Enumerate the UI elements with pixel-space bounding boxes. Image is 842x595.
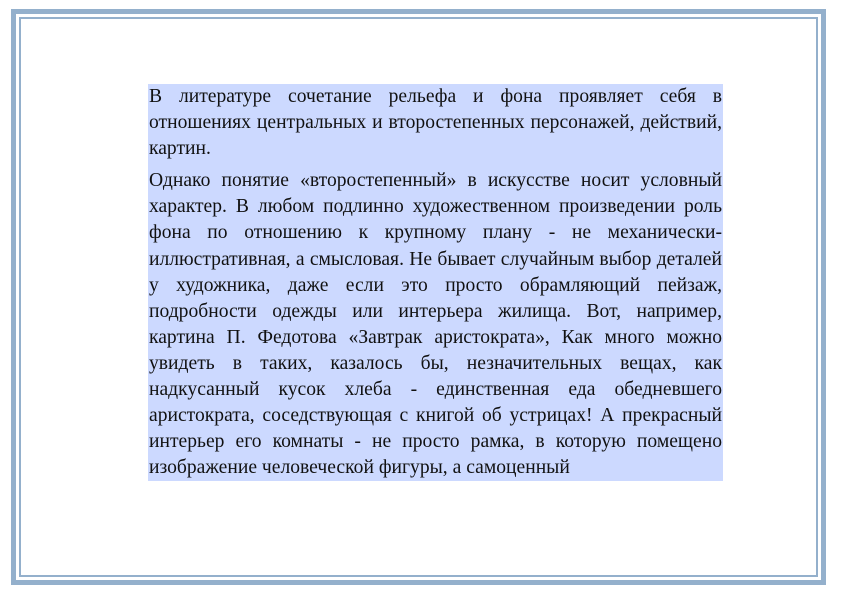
paragraph-2: Однако понятие «второстепенный» в искусстве носит условный характер. В любом подлинно художественном произведении роль фона по отношению к крупному плану - не механически-иллюстративная, а смысловая. Не бывает случайным выбор деталей у художника, даже если это просто обрамляющий пейзаж, подробности одежды или интерьера жилища. Вот, например, картина П. Федотова «Завтрак аристократа», Как много можно увидеть в таких, казалось бы, незначительных вещах, как надкусанный кусок хлеба - единственная еда обедневшего аристократа, соседствующая с книгой об устрицах! А прекрасный интерьер его комнаты - не просто рамка, в которую помещено изображение человеческой фигуры, а самоценный xyxy=(149,170,722,479)
text-block xyxy=(148,84,723,481)
paragraph-1: В литературе сочетание рельефа и фона проявляет себя в отношениях центральных и второстепенных персонажей, действий, картин. xyxy=(149,86,722,160)
